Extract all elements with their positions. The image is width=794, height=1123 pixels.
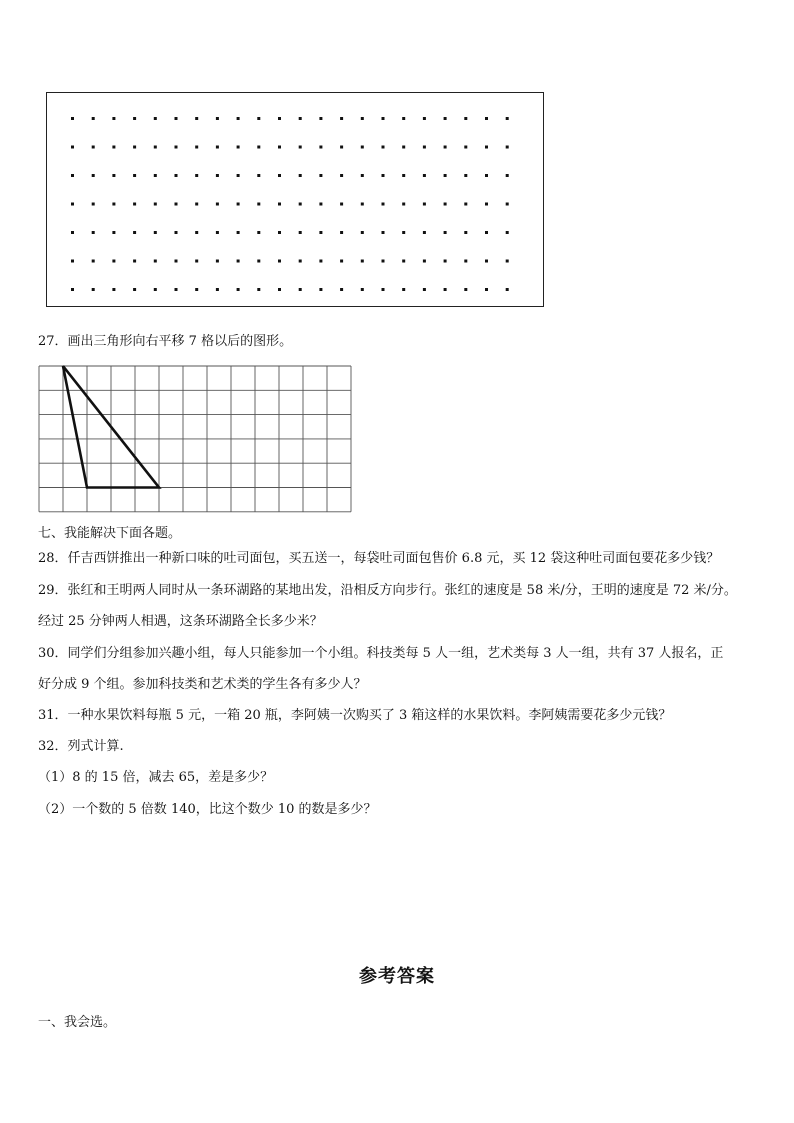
grid-dot [299, 174, 302, 177]
grid-dot [423, 288, 426, 291]
grid-dot [361, 117, 364, 120]
grid-dot [299, 146, 302, 149]
grid-dot [195, 174, 198, 177]
grid-dot [485, 231, 488, 234]
grid-dot [506, 146, 509, 149]
grid-dot [257, 174, 260, 177]
section-heading-7: 七、我能解决下面各题。 [38, 526, 182, 541]
grid-dot [92, 174, 95, 177]
grid-dot [506, 174, 509, 177]
grid-dot [423, 117, 426, 120]
grid-dot [423, 231, 426, 234]
grid-dot [464, 203, 467, 206]
grid-dot [71, 260, 74, 263]
question-31: 31．一种水果饮料每瓶 5 元，一箱 20 瓶，李阿姨一次购买了 3 箱这样的水果饮料。李阿姨需要花多少元钱？ [38, 708, 672, 723]
grid-dot [237, 288, 240, 291]
grid-dot [71, 203, 74, 206]
grid-dot [464, 174, 467, 177]
grid-dot [175, 146, 178, 149]
grid-dot [112, 260, 115, 263]
grid-dot [299, 117, 302, 120]
grid-dot [361, 260, 364, 263]
grid-dot [340, 260, 343, 263]
grid-dot [361, 231, 364, 234]
grid-dot [92, 117, 95, 120]
grid-dot [382, 260, 385, 263]
grid-dot [257, 231, 260, 234]
grid-dot [195, 146, 198, 149]
grid-dot [464, 231, 467, 234]
grid-dot [257, 260, 260, 263]
grid-dot [92, 231, 95, 234]
grid-dot [278, 231, 281, 234]
grid-dot [154, 260, 157, 263]
grid-dot [154, 117, 157, 120]
grid-dot [278, 146, 281, 149]
dot-paper-box [46, 92, 544, 307]
grid-dot [444, 288, 447, 291]
grid-dot [112, 117, 115, 120]
grid-dot [278, 260, 281, 263]
question-32: 32．列式计算. [38, 739, 124, 754]
grid-dot [340, 174, 343, 177]
grid-dot [319, 146, 322, 149]
grid-dot [92, 288, 95, 291]
grid-dot [423, 260, 426, 263]
grid-dot [71, 117, 74, 120]
grid-dot [216, 203, 219, 206]
grid-dot [506, 203, 509, 206]
grid-dot [154, 203, 157, 206]
grid-dot [382, 174, 385, 177]
square-grid-with-triangle [38, 365, 352, 515]
grid-dot [402, 146, 405, 149]
question-28: 28．仟吉西饼推出一种新口味的吐司面包，买五送一，每袋吐司面包售价 6.8 元，买 12 袋这种吐司面包要花多少钱？ [38, 551, 720, 566]
grid-dot [175, 117, 178, 120]
grid-dot [257, 203, 260, 206]
grid-dot [154, 288, 157, 291]
grid-dot [237, 117, 240, 120]
grid-dot [299, 288, 302, 291]
grid-dot [382, 203, 385, 206]
grid-dot [237, 231, 240, 234]
grid-dot [423, 146, 426, 149]
grid-dot [133, 117, 136, 120]
grid-dot [216, 117, 219, 120]
grid-dot [133, 260, 136, 263]
grid-dot [319, 288, 322, 291]
grid-dot [237, 174, 240, 177]
grid-dot [319, 260, 322, 263]
grid-dot [506, 288, 509, 291]
grid-dot [402, 260, 405, 263]
grid-dot [195, 117, 198, 120]
grid-dot [361, 288, 364, 291]
grid-dot [154, 231, 157, 234]
grid-dot [464, 288, 467, 291]
grid-dot [71, 146, 74, 149]
grid-dot [423, 174, 426, 177]
grid-dot [133, 231, 136, 234]
grid-dot [444, 231, 447, 234]
grid-dot [485, 174, 488, 177]
dot-grid [47, 93, 543, 306]
grid-dot [382, 231, 385, 234]
grid-dot [278, 203, 281, 206]
grid-dot [112, 288, 115, 291]
grid-dot [402, 117, 405, 120]
grid-dot [154, 146, 157, 149]
grid-dot [319, 117, 322, 120]
grid-dot [92, 146, 95, 149]
grid-dot [444, 260, 447, 263]
grid-dot [195, 231, 198, 234]
grid-dot [112, 146, 115, 149]
grid-dot [216, 288, 219, 291]
grid-dot [485, 117, 488, 120]
grid-dot [71, 174, 74, 177]
grid-dot [133, 203, 136, 206]
grid-dot [175, 288, 178, 291]
grid-dot [444, 174, 447, 177]
grid-dot [506, 260, 509, 263]
grid-dot [485, 288, 488, 291]
grid-dot [175, 260, 178, 263]
grid-dot [216, 146, 219, 149]
grid-dot [216, 260, 219, 263]
answers-section-1: 一、我会选。 [38, 1015, 117, 1030]
grid-dot [112, 174, 115, 177]
grid-dot [175, 231, 178, 234]
grid-dot [257, 146, 260, 149]
grid-dot [485, 146, 488, 149]
grid-dot [319, 203, 322, 206]
grid-dot [175, 174, 178, 177]
grid-dot [444, 146, 447, 149]
grid-dot [216, 174, 219, 177]
grid-dot [175, 203, 178, 206]
grid-dot [319, 231, 322, 234]
grid-dot [485, 260, 488, 263]
grid-dot [133, 146, 136, 149]
grid-dot [92, 260, 95, 263]
grid-dot [361, 203, 364, 206]
grid-dot [133, 174, 136, 177]
grid-dot [506, 231, 509, 234]
grid-dot [195, 260, 198, 263]
grid-dot [423, 203, 426, 206]
grid-dot [195, 203, 198, 206]
grid-dot [195, 288, 198, 291]
grid-dot [71, 288, 74, 291]
grid-dot [71, 231, 74, 234]
grid-dot [464, 260, 467, 263]
grid-dot [340, 117, 343, 120]
grid-dot [340, 203, 343, 206]
grid-dot [361, 146, 364, 149]
grid-dot [402, 288, 405, 291]
grid-dot [340, 146, 343, 149]
grid-dot [382, 146, 385, 149]
question-29-line-2: 经过 25 分钟两人相遇，这条环湖路全长多少米？ [38, 614, 323, 629]
grid-dot [278, 174, 281, 177]
grid-dot [299, 231, 302, 234]
grid-dot [112, 231, 115, 234]
grid-dot [444, 117, 447, 120]
grid-dot [237, 260, 240, 263]
question-29-line-1: 29．张红和王明两人同时从一条环湖路的某地出发，沿相反方向步行。张红的速度是 58 米/分，王明的速度是 72 米/分。 [38, 583, 737, 598]
grid-dot [257, 117, 260, 120]
grid-dot [506, 117, 509, 120]
grid-dot [464, 117, 467, 120]
question-30-line-2: 好分成 9 个组。参加科技类和艺术类的学生各有多少人？ [38, 677, 367, 692]
grid-dot [402, 174, 405, 177]
grid-dot [361, 174, 364, 177]
answers-title: 参考答案 [359, 966, 435, 987]
grid-dot [444, 203, 447, 206]
grid-dot [319, 174, 322, 177]
question-32-part-2: （2）一个数的 5 倍数 140，比这个数少 10 的数是多少？ [38, 802, 377, 817]
grid-dot [382, 288, 385, 291]
grid-dot [278, 288, 281, 291]
grid-dot [340, 231, 343, 234]
grid-dot [382, 117, 385, 120]
grid-dot [92, 203, 95, 206]
grid-dot [257, 288, 260, 291]
question-30-line-1: 30．同学们分组参加兴趣小组，每人只能参加一个小组。科技类每 5 人一组，艺术类每 3 人一组，共有 37 人报名，正 [38, 646, 724, 661]
grid-dot [133, 288, 136, 291]
grid-dot [485, 203, 488, 206]
grid-dot [112, 203, 115, 206]
grid-dot [216, 231, 219, 234]
grid-dot [340, 288, 343, 291]
grid-dot [237, 203, 240, 206]
grid-dot [299, 203, 302, 206]
question-27: 27．画出三角形向右平移 7 格以后的图形。 [38, 334, 293, 349]
grid-dot [154, 174, 157, 177]
grid-dot [237, 146, 240, 149]
grid-dot [402, 203, 405, 206]
question-32-part-1: （1）8 的 15 倍，减去 65，差是多少？ [38, 770, 274, 785]
grid-dot [402, 231, 405, 234]
grid-dot [278, 117, 281, 120]
grid-dot [299, 260, 302, 263]
grid-dot [464, 146, 467, 149]
